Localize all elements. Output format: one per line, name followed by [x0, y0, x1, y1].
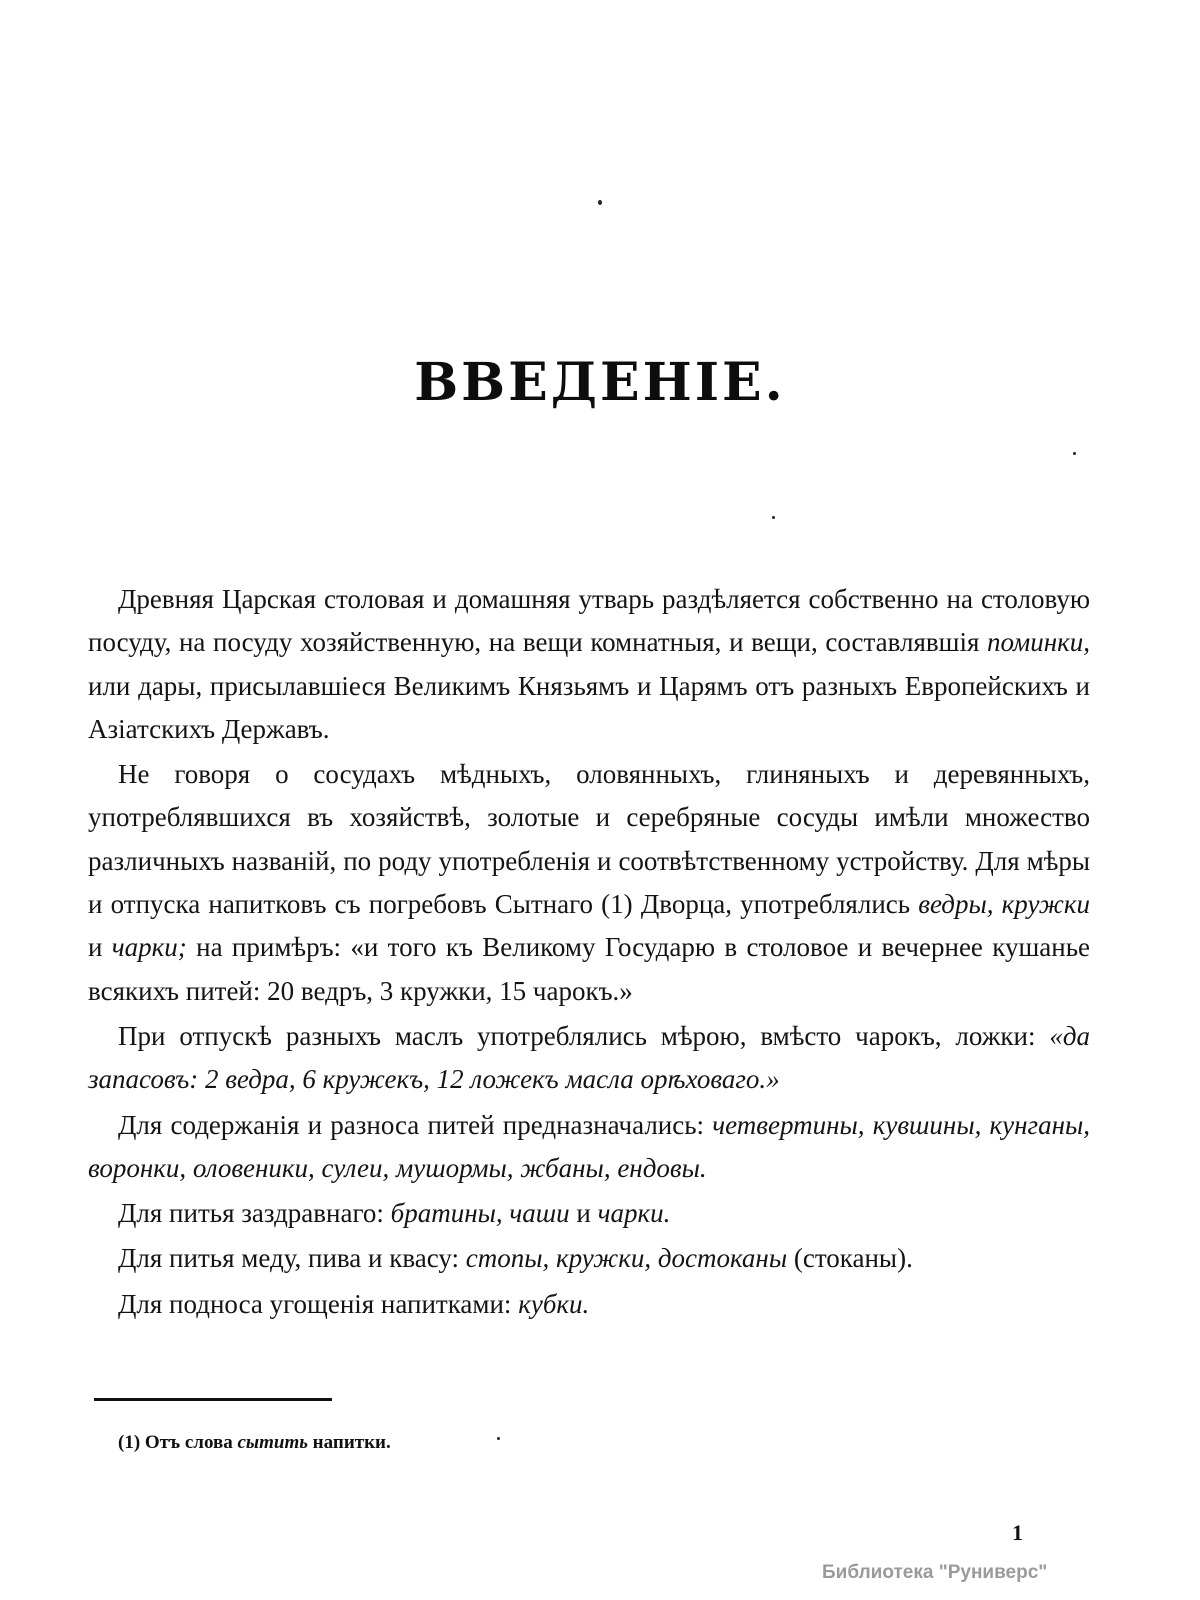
- italic-quote: «да запасовъ: 2 ведра, 6 кружекъ, 12 ложекъ масла орѣховаго.»: [88, 1020, 1090, 1095]
- text-run: и: [569, 1198, 598, 1229]
- text-run: (стоканы).: [787, 1243, 913, 1274]
- paragraph: [88, 578, 1090, 751]
- body-text: [88, 578, 1090, 1328]
- italic-term: ведры, кружки: [918, 889, 1091, 920]
- paragraph: [88, 753, 1090, 1013]
- italic-term: поминки,: [987, 627, 1090, 658]
- paragraph: [88, 1192, 1090, 1235]
- paragraph: [88, 1283, 1090, 1326]
- text-run: Для содержанія и разноса питей предназначались:: [118, 1109, 713, 1140]
- text-run: или дары, присылавшіеся Великимъ Князьямъ и Царямъ отъ разныхъ Европейскихъ и Азіатскихъ Державъ.: [88, 670, 1090, 744]
- footnote-text: Отъ слова: [140, 1432, 238, 1453]
- footnote-marker: (1): [118, 1432, 141, 1453]
- italic-term: чарки.: [597, 1198, 671, 1229]
- text-run: Для подноса угощенія напитками:: [118, 1288, 519, 1319]
- page-number: 1: [1012, 1520, 1023, 1545]
- footnote-italic: сытить: [237, 1432, 308, 1453]
- paragraph: [88, 1104, 1090, 1191]
- print-speck: [497, 1437, 500, 1440]
- print-speck: [1073, 452, 1076, 455]
- paragraph: [88, 1015, 1090, 1102]
- text-run: и: [88, 932, 112, 963]
- italic-term: стопы, кружки, достоканы: [465, 1243, 788, 1274]
- print-speck: [598, 200, 602, 205]
- print-speck: [772, 516, 775, 519]
- italic-term: четвертины, кувшины, кунганы, воронки, оловеники, сулеи, мушормы, жбаны, ендовы.: [88, 1109, 1091, 1183]
- italic-term: чарки;: [111, 932, 187, 963]
- library-watermark: Библиотека "Руниверс": [822, 1562, 1048, 1583]
- text-run: При отпускѣ разныхъ маслъ употреблялись мѣрою, вмѣсто чарокъ, ложки:: [118, 1020, 1050, 1051]
- footnote: [118, 1432, 391, 1454]
- text-run: на примѣръ: «и того къ Великому Государю в столовое и вечернее кушанье всякихъ питей: 20 ведръ, 3 кружки, 15 чарокъ.»: [88, 932, 1090, 1006]
- text-run: Для питья заздравнаго:: [118, 1198, 391, 1229]
- footnote-text: напитки.: [307, 1432, 391, 1453]
- italic-term: кубки.: [518, 1288, 590, 1319]
- paragraph: [88, 1237, 1090, 1280]
- text-run: Для питья меду, пива и квасу:: [118, 1243, 466, 1274]
- text-run: Не говоря о сосудахъ мѣдныхъ, оловянныхъ, глиняныхъ и деревянныхъ, употреблявшихся въ хозяйствѣ, золотые и серебряные сосуды имѣли множество различныхъ названій, по роду употребленія и соотвѣтственному устройству. Для мѣры и отпуска напитковъ съ погребовъ Сытнаго (1) Дворца, употреблялись: [88, 759, 1090, 920]
- text-run: Древняя Царская столовая и домашняя утварь раздѣляется собственно на столовую посуду, на посуду хозяйственную, на вещи комнатныя, и вещи, составлявшія: [88, 584, 1090, 658]
- page-title: ВВЕДЕНІЕ.: [414, 352, 786, 413]
- footnote-divider: [94, 1398, 332, 1401]
- italic-term: братины, чаши: [390, 1198, 570, 1229]
